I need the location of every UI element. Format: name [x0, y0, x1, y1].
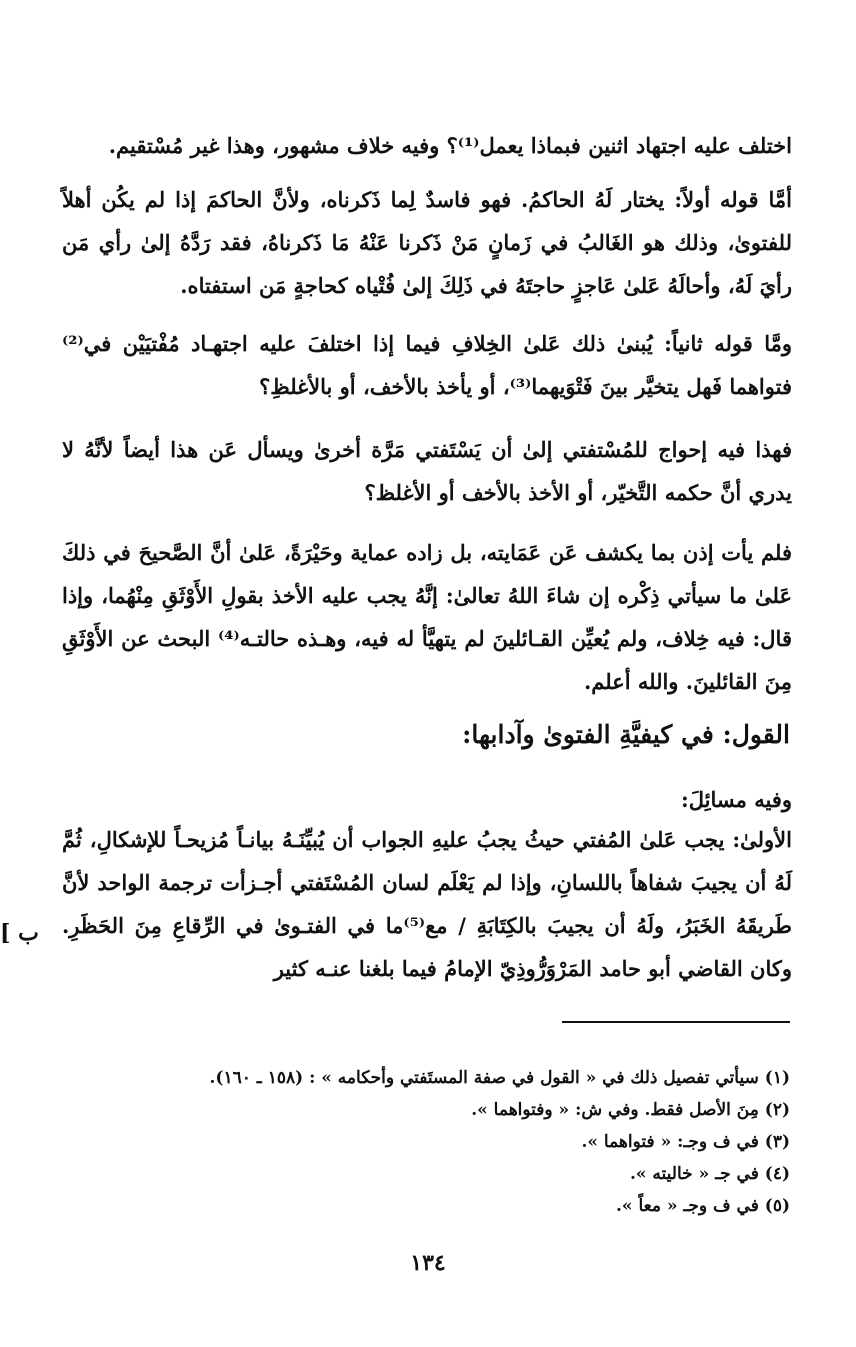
footnote-4: (٤) في جـ « خاليته ». [629, 1164, 790, 1184]
paragraph-2: أمَّا قوله أولاً: يختار لَهُ الحاكمُ. فهو فاسدٌ لِما ذَكرناه، ولأنَّ الحاكمَ إذا لم يكُن أهلاً للفتوىٰ، وذلك هو الغَالبُ في زَمانٍ مَنْ ذَكرنا عَنْهُ مَا ذَكرناهُ، فقد رَدَّهُ إلىٰ رأي مَن رأيَ لَهُ، وأحالَهُ عَلىٰ عَاجزٍ حاجتَهُ في ذَلِكَ إلىٰ فُتْياه كحاجةٍ مَن استفتاه. [62, 187, 792, 298]
paragraph-1: اختلف عليه اجتهاد اثنين فبماذا يعمل⁽¹⁾؟ وفيه خلاف مشهور، وهذا غير مُسْتقيم. [108, 133, 792, 158]
footnote-1: (١) سيأتي تفصيل ذلك في « القول في صفة المستَفتي وأحكامه » : (١٥٨ ـ ١٦٠). [209, 1068, 790, 1088]
page-number: ١٣٤ [410, 1250, 446, 1276]
paragraph-3: ومَّا قوله ثانياً: يُبنىٰ ذلك عَلىٰ الخِلافِ فيما إذا اختلفَ عليه اجتهـاد مُفْتيَيْن في⁽²⁾ فتواهما فَهل يتخيَّر بينَ فَتْوَيهما⁽³⁾، أو يأخذ بالأخف، أو بالأغلظِ؟ [62, 331, 792, 399]
section-subheading: وفيه مسائِلَ: [681, 787, 792, 812]
section-heading: القول: في كيفيَّةِ الفتوىٰ وآدابها: [462, 720, 790, 749]
margin-folio-mark: [ ب [0, 920, 39, 946]
paragraph-6: الأولىٰ: يجب عَلىٰ المُفتي حيثُ يجبُ عليهِ الجواب أن يُبيِّنَـهُ بيانـاً مُزيحـاً للإشكالِ، ثُمَّ لَهُ أن يجيبَ شفاهاً باللسانِ، وإذا لم يَعْلَم لسان المُسْتَفتي أجـزأت ترجمة الواحد لأنَّ طَريقَهُ الخَبَرُ، ولَهُ أن يجيبَ بالكِتَابَةِ / مع⁽⁵⁾ما في الفتـوىٰ في الرِّقاعِ مِنَ الحَظَرِ. وكان القاضي أبو حامد المَرْوَرُّوذِيّ الإمامُ فيما بلغنا عنـه كثير [62, 827, 792, 981]
paragraph-5: فلم يأت إذن بما يكشف عَن عَمَايته، بل زاده عماية وحَيْرَةً، عَلىٰ أنَّ الصَّحيحَ في ذلكَ عَلىٰ ما سيأتي ذِكْره إن شاءَ اللهُ تعالىٰ: إنَّهُ يجب عليه الأخذ بقولِ الأَوْثَقِ مِنْهُما، وإذا قال: فيه خِلاف، ولم يُعيِّن القـائلينَ لم يتهيَّأ له فيه، وهـذه حالتـه⁽⁴⁾ البحث عن الأَوْثَقِ مِنَ القائلينَ. والله أعلم. [62, 540, 792, 694]
footnote-divider [562, 1021, 790, 1023]
footnote-5: (٥) في ف وجـ « معاً ». [615, 1196, 790, 1216]
footnote-2: (٢) مِنَ الأصل فقط. وفي ش: « وفتواهما ». [471, 1100, 790, 1120]
footnotes [120, 1062, 790, 1222]
footnote-3: (٣) في ف وجـ: « فتواهما ». [581, 1132, 790, 1152]
paragraph-4: فهذا فيه إحواج للمُسْتفتي إلىٰ أن يَسْتَفتي مَرَّة أخرىٰ ويسأل عَن هذا أيضاً لأنَّهُ لا يدري أنَّ حكمه التَّخيّر، أو الأخذ بالأخف أو الأغلظ؟ [62, 437, 792, 505]
